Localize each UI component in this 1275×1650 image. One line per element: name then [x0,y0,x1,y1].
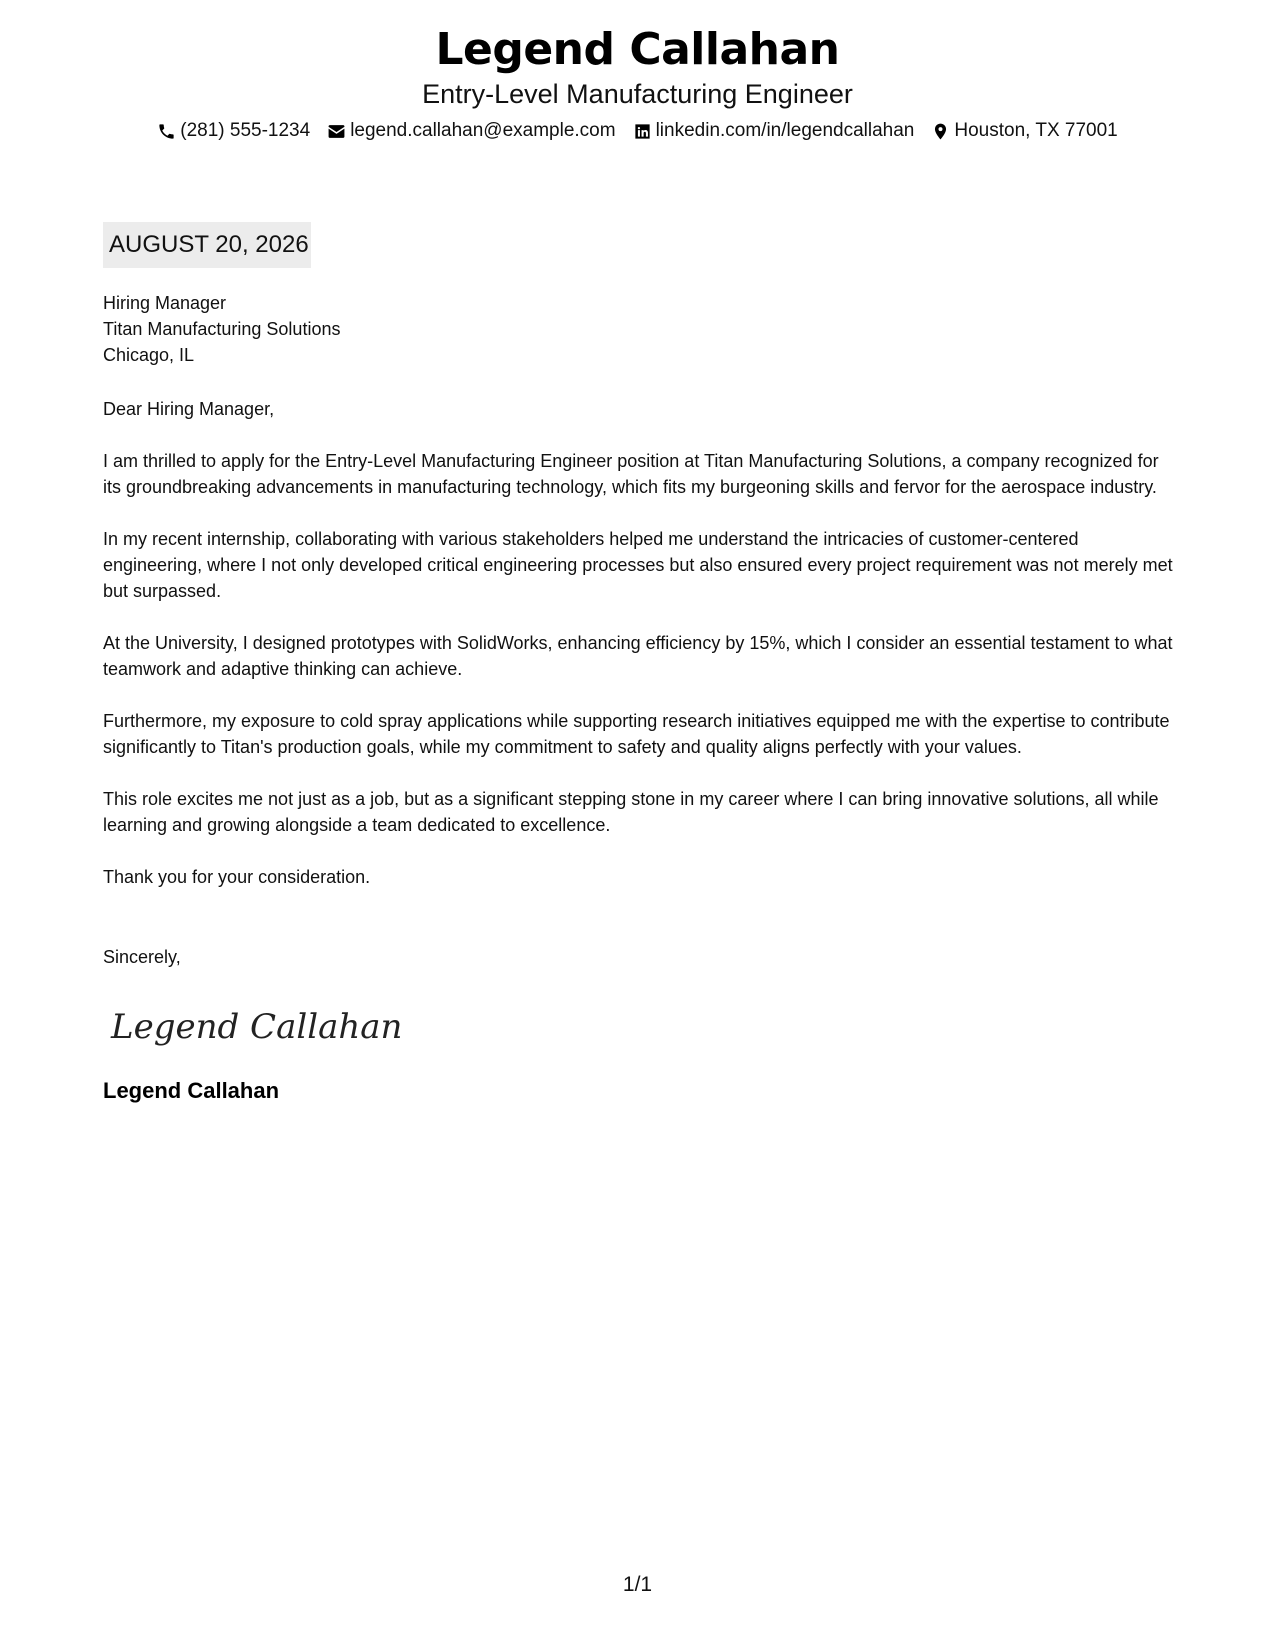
email-text: legend.callahan@example.com [350,120,616,141]
phone-text: (281) 555-1234 [180,120,311,141]
phone-icon [157,122,176,141]
body-paragraph: In my recent internship, collaborating with various stakeholders helped me understand the intricacies of customer-centered engineering, where I not only developed critical engineering processes but also ensured every project requirement was not merely met but surpassed. [103,529,1173,601]
signature [109,1000,403,1050]
letter-body [103,222,1178,1105]
letter-header [0,22,1275,144]
signature-text: Legend Callahan [111,1007,403,1047]
recipient-location: Chicago, IL [103,345,195,365]
contact-linkedin[interactable] [633,118,915,144]
salutation: Dear Hiring Manager, [103,399,275,419]
contact-location [931,118,1117,144]
recipient-company: Titan Manufacturing Solutions [103,319,341,339]
body-paragraph: I am thrilled to apply for the Entry-Level Manufacturing Engineer position at Titan Manufacturing Solutions, a company recognized for its groundbreaking advancements in manufacturing technology, which fits my burgeoning skills and fervor for the aerospace industry. [103,451,1159,497]
closing-line: Thank you for your consideration. [103,867,371,887]
linkedin-text: linkedin.com/in/legendcallahan [655,120,915,141]
body-paragraph: At the University, I designed prototypes with SolidWorks, enhancing efficiency by 15%, which I consider an essential testament to what teamwork and adaptive thinking can achieve. [103,633,1173,679]
body-paragraph: Furthermore, my exposure to cold spray applications while supporting research initiatives equipped me with the expertise to contribute significantly to Titan's production goals, while my commitment to safety and quality aligns perfectly with your values. [103,711,1170,757]
recipient-title: Hiring Manager [103,293,227,313]
map-marker-icon [931,122,950,141]
signed-name: Legend Callahan [103,1078,280,1103]
applicant-name: Legend Callahan [435,24,840,75]
linkedin-icon [633,122,652,141]
page-number: 1/1 [622,1573,653,1596]
envelope-icon [327,122,346,141]
body-paragraph: This role excites me not just as a job, but as a significant stepping stone in my career where I can bring innovative solutions, all while learning and growing alongside a team dedicated to excellence. [103,789,1159,835]
contact-email[interactable] [327,118,615,144]
signoff: Sincerely, [103,947,181,967]
contact-phone[interactable] [157,118,310,144]
recipient-block [103,290,1178,368]
letter-date: AUGUST 20, 2026 [103,222,311,268]
location-text: Houston, TX 77001 [954,120,1118,141]
applicant-job-title: Entry-Level Manufacturing Engineer [422,79,853,109]
contact-bar [0,118,1275,144]
